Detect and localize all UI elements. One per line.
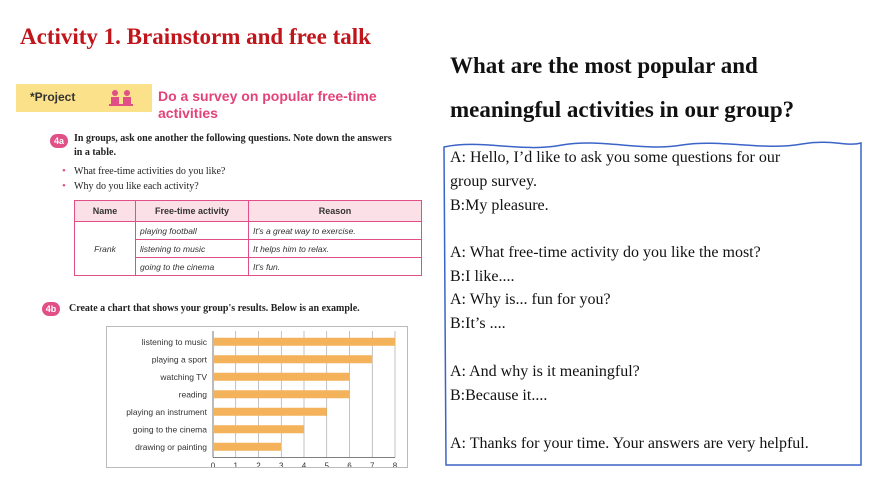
category-label: reading (178, 389, 207, 400)
x-tick-label: 7 (370, 461, 375, 467)
question-line1: What are the most popular and (450, 53, 758, 78)
category-label: listening to music (141, 336, 207, 347)
dialog-line: A: Why is... fun for you? (450, 291, 611, 308)
project-title-line2: activities (158, 105, 218, 121)
dialog-line: B:My pleasure. (450, 197, 549, 214)
textbook-excerpt (12, 74, 432, 474)
table-cell: listening to music (136, 240, 249, 258)
table-cell-name: Frank (75, 222, 136, 276)
x-tick-label: 0 (210, 461, 216, 467)
category-label: playing a sport (151, 354, 207, 365)
chart-frame (106, 326, 408, 468)
question-line2: meaningful activities in our group? (450, 97, 795, 122)
dialog-line: A: Hello, I’d like to ask you some questions for our (450, 149, 781, 166)
dialog-line: A: What free-time activity do you like the most? (450, 244, 761, 261)
category-label: playing an instrument (126, 406, 207, 417)
bar (213, 355, 372, 363)
table-cell: It's fun. (249, 258, 422, 276)
survey-table (74, 200, 422, 276)
table-row (75, 222, 422, 240)
dialog-box (442, 139, 864, 469)
x-tick-label: 2 (256, 461, 261, 467)
bar (213, 443, 281, 451)
instruction-4b: Create a chart that shows your group's results. Below is an example. (69, 303, 360, 314)
table-cell: playing football (136, 222, 249, 240)
bullet-item: • Why do you like each activity? (74, 181, 199, 192)
dialog-line: A: And why is it meaningful? (450, 363, 640, 380)
project-label: *Project (30, 90, 76, 104)
instruction-4a (74, 132, 392, 160)
table-cell: going to the cinema (136, 258, 249, 276)
bar (213, 390, 350, 398)
x-tick-label: 5 (324, 461, 329, 467)
dialog-line: group survey. (450, 173, 537, 190)
project-title (158, 88, 428, 122)
dialog-line: B:It’s .... (450, 315, 506, 332)
x-tick-label: 4 (301, 461, 307, 467)
table-header: Name (75, 201, 136, 222)
dialog-line: A: Thanks for your time. Your answers are very helpful. (450, 435, 809, 452)
badge-4a: 4a (50, 134, 68, 148)
bar-chart (107, 327, 407, 467)
badge-4b: 4b (42, 302, 60, 316)
table-cell: It helps him to relax. (249, 240, 422, 258)
x-tick-label: 3 (279, 461, 284, 467)
x-tick-label: 8 (392, 461, 398, 467)
bar (213, 408, 327, 416)
category-label: drawing or painting (135, 441, 207, 452)
category-label: going to the cinema (132, 424, 207, 435)
dialog-line: B:Because it.... (450, 387, 548, 404)
x-tick-label: 6 (347, 461, 352, 467)
dialog-line: B:I like.... (450, 268, 515, 285)
x-tick-label: 1 (233, 461, 238, 467)
people-icon (108, 87, 134, 109)
bar (213, 373, 350, 381)
instruction-4a-line1: In groups, ask one another the following questions. Note down the answers (74, 133, 392, 144)
category-label: watching TV (160, 371, 207, 382)
bullet-item: • What free-time activities do you like? (74, 166, 225, 177)
instruction-4a-line2: in a table. (74, 147, 116, 158)
table-header: Free-time activity (136, 201, 249, 222)
bar (213, 338, 395, 346)
project-band (16, 84, 152, 112)
bar (213, 425, 304, 433)
table-header: Reason (249, 201, 422, 222)
table-cell: It's a great way to exercise. (249, 222, 422, 240)
activity-title: Activity 1. Brainstorm and free talk (20, 24, 371, 49)
project-title-line1: Do a survey on popular free-time (158, 88, 377, 104)
discussion-question (450, 44, 870, 132)
